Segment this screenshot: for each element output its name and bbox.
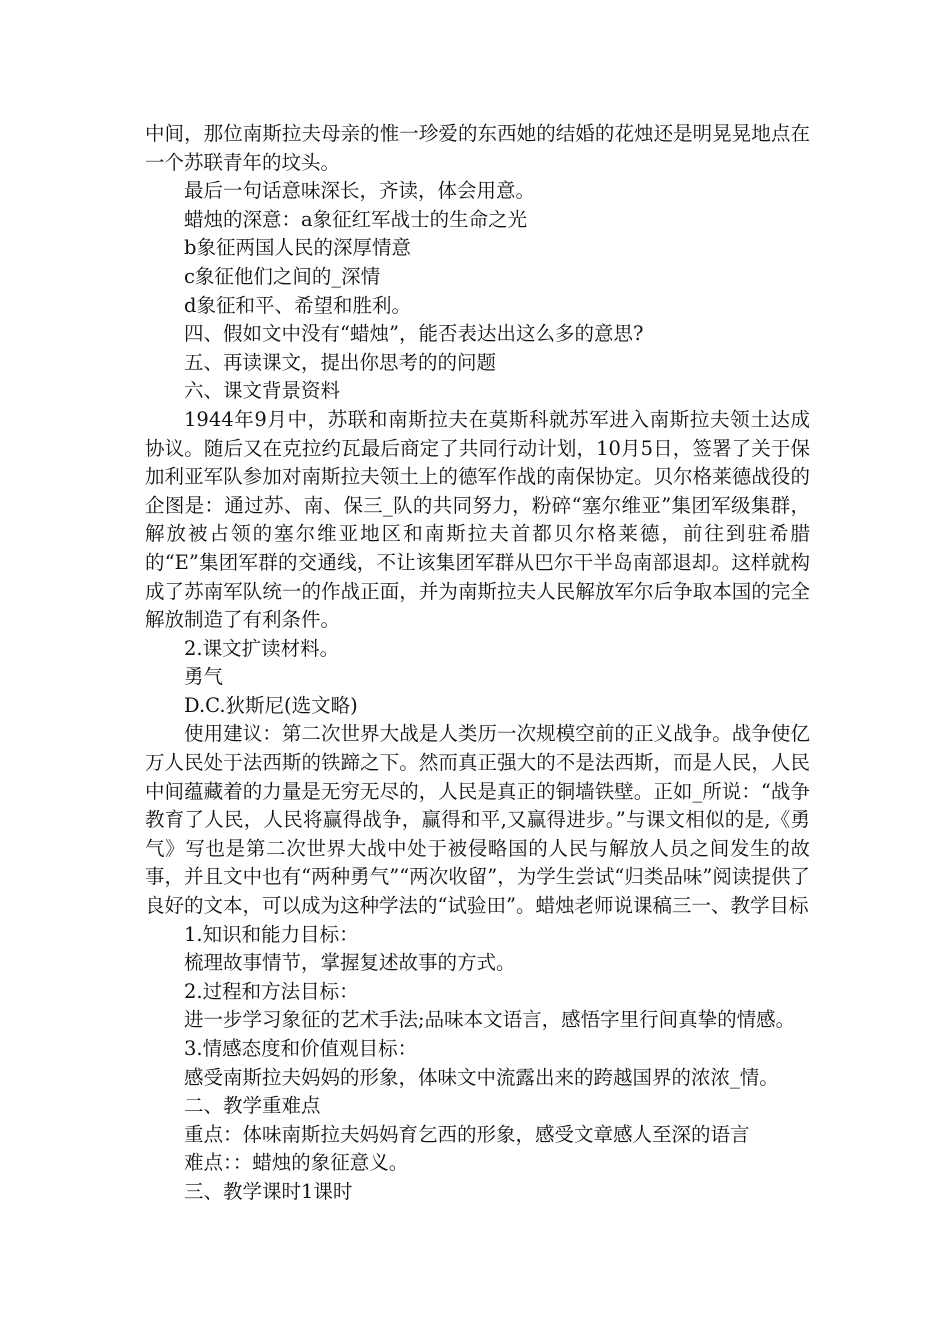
paragraph: 进一步学习象征的艺术手法;品味本文语言，感悟字里行间真挚的情感。	[184, 1008, 796, 1032]
paragraph: 最后一句话意味深长，齐读，体会用意。	[184, 179, 536, 203]
paragraph: 3.情感态度和价值观目标：	[184, 1037, 418, 1060]
paragraph: d象征和平、希望和胜利。	[184, 293, 411, 317]
paragraph: c象征他们之间的_深情	[184, 264, 381, 288]
document-body	[145, 120, 810, 1207]
paragraph: 2.过程和方法目标：	[184, 979, 359, 1003]
paragraph: 2.课文扩读材料。	[184, 636, 340, 660]
paragraph: D.C.狄斯尼(选文略)	[184, 693, 358, 717]
paragraph: 使用建议：第二次世界大战是人类历一次规模空前的正义战争。战争使亿万人民处于法西斯的铁蹄之下。然而真正强大的不是法西斯，而是人民，人民中间蕴藏着的力量是无穷无尽的，人民是真正的铜墙铁壁。正如_所说：“战争教育了人民，人民将赢得战争，赢得和平,又赢得进步。”与课文相似的是,《勇气》写也是第二次世界大战中处于被侵略国的人民与解放人员之间发生的故事，并且文中也有“两种勇气”“两次收留”，为学生尝试“归类品味”阅读提供了良好的文本，可以成为这种学法的“试验田”。蜡烛老师说课稿三一、教学目标	[145, 722, 810, 918]
paragraph: 感受南斯拉夫妈妈的形象，体味文中流露出来的跨越国界的浓浓_情。	[184, 1065, 779, 1089]
paragraph: 1.知识和能力目标：	[184, 922, 359, 946]
section-heading: 六、课文背景资料	[184, 379, 341, 403]
paragraph: 蜡烛的深意：a象征红军战士的生命之光	[184, 207, 528, 231]
paragraph: 中间，那位南斯拉夫母亲的惟一珍爱的东西她的结婚的花烛还是明晃晃地点在一个苏联青年的坟头。	[145, 122, 810, 174]
paragraph: 重点：体味南斯拉夫妈妈育乞西的形象，感受文章感人至深的语言	[184, 1122, 750, 1146]
paragraph: 梳理故事情节，掌握复述故事的方式。	[184, 951, 516, 975]
section-heading: 四、假如文中没有“蜡烛”，能否表达出这么多的意思?	[184, 322, 644, 346]
paragraph: 勇气	[184, 665, 224, 689]
paragraph: 难点：：蜡烛的象征意义。	[184, 1151, 409, 1175]
section-heading: 三、教学课时1课时	[184, 1179, 353, 1203]
paragraph: b象征两国人民的深厚情意	[184, 236, 411, 260]
section-heading: 二、教学重难点	[184, 1094, 321, 1118]
section-heading: 五、再读课文，提出你思考的的问题	[184, 350, 497, 374]
paragraph: 1944年9月中，苏联和南斯拉夫在莫斯科就苏军进入南斯拉夫领土达成协议。随后又在克拉约瓦最后商定了共同行动计划，10月5日，签署了关于保加利亚军队参加对南斯拉夫领土上的德军作战的南保协定。贝尔格莱德战役的企图是：通过苏、南、保三_队的共同努力，粉碎“塞尔维亚”集团军级集群，解放被占领的塞尔维亚地区和南斯拉夫首都贝尔格莱德，前往到驻希腊的“E”集团军群的交通线，不让该集团军群从巴尔干半岛南部退却。这样就构成了苏南军队统一的作战正面，并为南斯拉夫人民解放军尔后争取本国的完全解放制造了有利条件。	[145, 407, 810, 632]
